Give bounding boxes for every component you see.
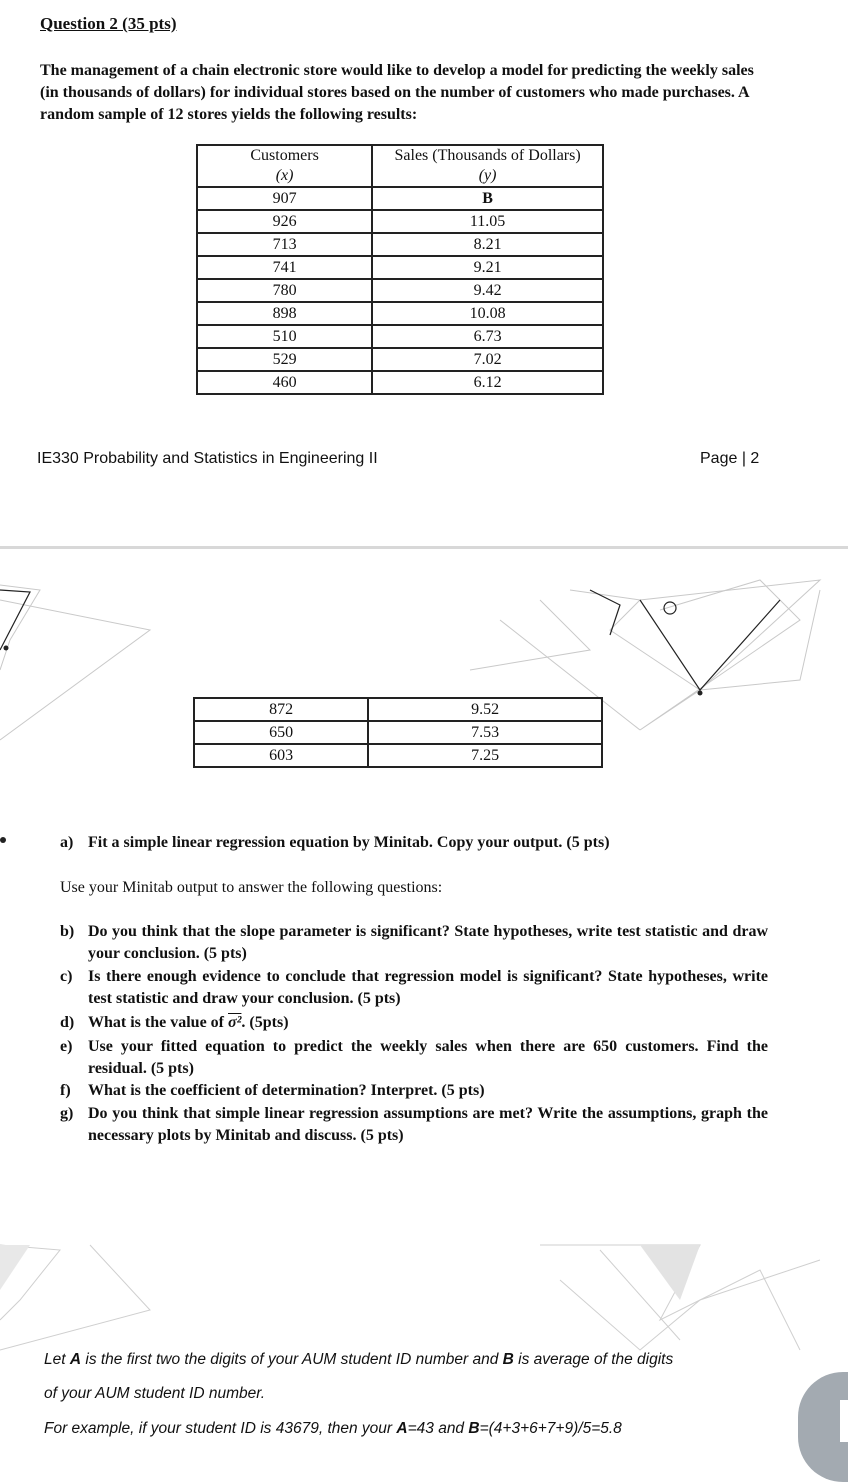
cell-customers: 926 [197,210,372,233]
question-label: g) [60,1105,74,1122]
question-text: What is the coefficient of determination? Interpret. (5 pts) [88,1082,485,1099]
cell-customers: 741 [197,256,372,279]
question-item [60,966,770,1007]
table-row [194,721,602,744]
table-row [197,187,603,210]
table-row [197,325,603,348]
footer-page-number: Page | 2 [700,450,760,467]
cell-customers: 898 [197,302,372,325]
background-pattern-bottom [0,1240,848,1360]
question-text: Do you think that simple linear regression assumptions are met? Write the assumptions, graph the necessary plots by Minitab and discuss. (5 pts) [88,1105,768,1144]
cell-customers: 780 [197,279,372,302]
cell-sales: 10.08 [372,302,603,325]
cell-sales: 9.42 [372,279,603,302]
footer-course: IE330 Probability and Statistics in Engineering II [37,450,378,467]
cell-customers: 907 [197,187,372,210]
data-table [196,144,604,395]
table-row [194,698,602,721]
col-sub-x: (x) [197,166,372,187]
question-label: b) [60,923,75,940]
question-item [60,1036,770,1077]
table-row [197,348,603,371]
sigma-squared-hat: σ² [228,1014,242,1031]
cell-customers: 460 [197,371,372,394]
col-header-sales: Sales (Thousands of Dollars) [372,145,603,166]
question-text: What is the value of σ². (5pts) [88,1014,289,1031]
cell-customers: 650 [194,721,368,744]
question-text: Is there enough evidence to conclude that regression model is significant? State hypotheses, write test statistic and draw your conclusion. (5 pts) [88,968,768,1007]
question-text: Do you think that the slope parameter is significant? State hypotheses, write test statistic and draw your conclusion. (5 pts) [88,923,768,962]
cell-customers: 872 [194,698,368,721]
question-item [60,832,770,854]
note-example: For example, if your student ID is 43679, then your A=43 and B=(4+3+6+7+9)/5=5.8 [44,1420,622,1437]
cell-sales: B [372,187,603,210]
cell-customers: 603 [194,744,368,767]
cell-sales: 7.53 [368,721,602,744]
cell-sales: 7.02 [372,348,603,371]
table-row [197,256,603,279]
question-item: Use your Minitab output to answer the following questions: [60,879,443,896]
cell-sales: 7.25 [368,744,602,767]
col-header-customers: Customers [197,145,372,166]
cell-customers: 510 [197,325,372,348]
question-item [60,1080,770,1102]
cell-sales: 11.05 [372,210,603,233]
question-label: f) [60,1082,71,1099]
cell-sales: 6.73 [372,325,603,348]
question-text: Fit a simple linear regression equation by Minitab. Copy your output. (5 pts) [88,834,610,851]
cell-customers: 713 [197,233,372,256]
question-title: Question 2 (35 pts) [40,14,177,33]
question-label: a) [60,834,74,851]
question-label: d) [60,1014,75,1031]
table-row [197,210,603,233]
scroll-handle-notch [840,1400,848,1442]
question-label: c) [60,968,73,985]
question-item [60,921,770,962]
question-label: e) [60,1038,73,1055]
margin-dot [0,837,6,843]
cell-sales: 9.21 [372,256,603,279]
cell-sales: 9.52 [368,698,602,721]
question-intro: The management of a chain electronic store would like to develop a model for predicting the weekly sales (in thousands of dollars) for individual stores based on the number of customers who made purchases. A random sample of 12 stores yields the following results: [40,62,754,123]
cell-sales: 6.12 [372,371,603,394]
table-row [197,233,603,256]
note-line-1: Let A is the first two the digits of your AUM student ID number and B is average of the digits [44,1351,674,1368]
cell-sales: 8.21 [372,233,603,256]
question-item [60,1012,770,1034]
cell-customers: 529 [197,348,372,371]
table-row [197,279,603,302]
note-line-2: of your AUM student ID number. [44,1385,266,1402]
table-row [197,371,603,394]
page-separator [0,546,848,549]
data-table-continued [193,697,603,768]
col-sub-y: (y) [372,166,603,187]
table-row [197,302,603,325]
table-row [194,744,602,767]
question-item [60,1103,770,1144]
question-text: Use your fitted equation to predict the weekly sales when there are 650 customers. Find the residual. (5 pts) [88,1038,768,1077]
